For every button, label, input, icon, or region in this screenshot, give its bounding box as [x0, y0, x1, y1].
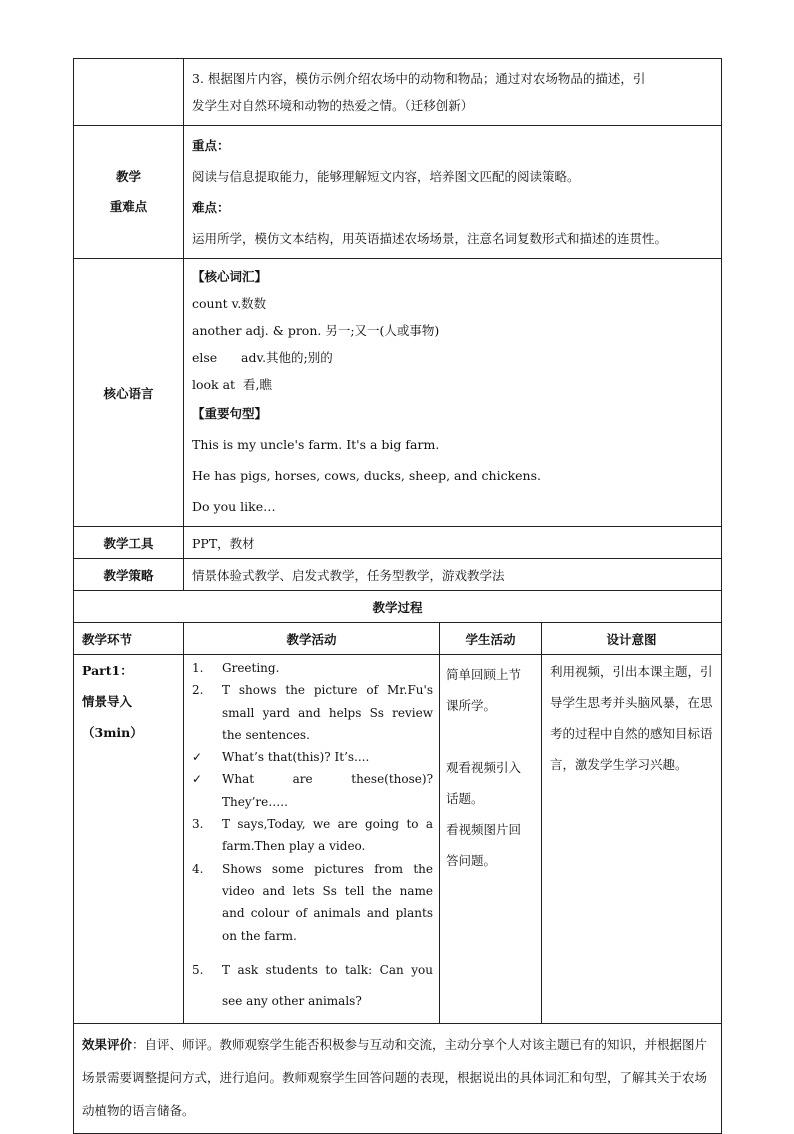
sentence-item: He has pigs, horses, cows, ducks, sheep, and chickens. [192, 468, 541, 483]
vocab-item: count v.数数 [192, 296, 267, 311]
activity-item [188, 746, 433, 768]
vocab-title: 【核心词汇】 [192, 269, 268, 284]
difficulty-text: 运用所学，模仿文本结构，用英语描述农场场景，注意名词复数形式和描述的连贯性。 [192, 231, 668, 246]
part1-subtitle: 情景导入 [82, 694, 133, 709]
sentence-title: 【重要句型】 [192, 406, 268, 421]
key-points-label [74, 126, 184, 259]
student-line: 答问题。 [446, 853, 497, 868]
header-stage: 教学环节 [74, 623, 184, 655]
activity-text: Shows some pictures from the video and lets Ss tell the name and colour of animals and plants on the farm. [222, 861, 433, 943]
part1-name: Part1： [82, 663, 133, 678]
tools-value: PPT，教材 [184, 527, 722, 559]
part1-stage [74, 655, 184, 1024]
process-title-row [74, 591, 722, 623]
evaluation-content [74, 1023, 722, 1133]
student-line: 看视频图片回 [446, 822, 522, 837]
student-line: 话题。 [446, 791, 484, 806]
student-gap [446, 721, 535, 752]
vocab-item: another adj. & pron. 另一;又一(人或事物) [192, 323, 440, 338]
activity-item [188, 657, 433, 679]
tools-row [74, 527, 722, 559]
activity-text: What are these(those)? They’re….. [222, 772, 433, 809]
evaluation-text: ：自评、师评。教师观察学生能否积极参与互动和交流，主动分享个人对该主题已有的知识，并根据图片场景需要调整提问方式，进行追问。教师观察学生回答问题的表现，根据说出的具体词汇和句型，了解其关于农场动植物的语言储备。 [82, 1036, 708, 1118]
activity-marker: 1. [192, 661, 204, 675]
focus-title: 重点： [192, 138, 230, 153]
header-design-intent: 设计意图 [542, 623, 722, 655]
lesson-plan-table [73, 58, 722, 1134]
core-language-row [74, 259, 722, 527]
activity-marker: 2. [192, 683, 204, 698]
check-icon: ✓ [192, 750, 203, 765]
part1-row [74, 655, 722, 1024]
objective-row [74, 59, 722, 126]
check-icon: ✓ [192, 772, 203, 787]
part1-teacher-activities [184, 655, 440, 1024]
student-line: 观看视频引入 [446, 760, 522, 775]
difficulty-title: 难点： [192, 200, 230, 215]
activity-marker: 4. [192, 861, 204, 876]
strategy-row [74, 559, 722, 591]
part1-student-activities [440, 655, 542, 1024]
objective-content [184, 59, 722, 126]
activity-text: What’s that(this)? It’s.... [222, 750, 370, 765]
process-header-row [74, 623, 722, 655]
objective-line: 3. 根据图片内容，模仿示例介绍农场中的动物和物品；通过对农场物品的描述，引 [192, 71, 646, 86]
focus-text: 阅读与信息提取能力，能够理解短文内容，培养图文匹配的阅读策略。 [192, 169, 580, 184]
sentence-item: This is my uncle's farm. It's a big farm. [192, 437, 440, 452]
student-line: 简单回顾上节 [446, 667, 522, 682]
objective-line: 发学生对自然环境和动物的热爱之情。（迁移创新） [192, 98, 474, 113]
activity-item [188, 858, 433, 947]
tools-label: 教学工具 [74, 527, 184, 559]
header-student-activity: 学生活动 [440, 623, 542, 655]
activity-marker: 3. [192, 817, 204, 832]
part1-time: （3min） [82, 725, 143, 740]
activity-text: T ask students to talk: Can you see any other animals? [222, 962, 433, 1008]
key-points-row [74, 126, 722, 259]
activity-item [188, 813, 433, 858]
process-title: 教学过程 [74, 591, 722, 623]
activity-item [188, 955, 433, 1017]
vocab-item: else adv.其他的;别的 [192, 350, 333, 365]
header-teacher-activity: 教学活动 [184, 623, 440, 655]
activity-item [188, 679, 433, 746]
activity-text: T shows the picture of Mr.Fu's small yard and helps Ss review the sentences. [222, 683, 433, 742]
activity-text: T says,Today, we are going to a farm.Then play a video. [222, 817, 433, 854]
evaluation-title: 效果评价 [82, 1036, 133, 1052]
key-points-label-line1: 教学 [115, 169, 141, 184]
evaluation-row [74, 1023, 722, 1133]
core-language-label: 核心语言 [74, 259, 184, 527]
vocab-item: look at 看,瞧 [192, 377, 272, 392]
student-line: 课所学。 [446, 698, 497, 713]
activity-item [188, 768, 433, 813]
strategy-value: 情景体验式教学、启发式教学，任务型教学，游戏教学法 [184, 559, 722, 591]
intent-text: 利用视频，引出本课主题，引导学生思考并头脑风暴，在思考的过程中自然的感知目标语言，激发学生学习兴趣。 [550, 664, 713, 772]
sentence-item: Do you like… [192, 499, 276, 514]
key-points-content [184, 126, 722, 259]
objective-label-cell [74, 59, 184, 126]
activity-marker: 5. [192, 962, 204, 977]
key-points-label-line2: 重难点 [109, 199, 148, 214]
activity-text: Greeting. [222, 661, 280, 675]
core-language-content [184, 259, 722, 527]
strategy-label: 教学策略 [74, 559, 184, 591]
part1-design-intent [542, 655, 722, 1024]
